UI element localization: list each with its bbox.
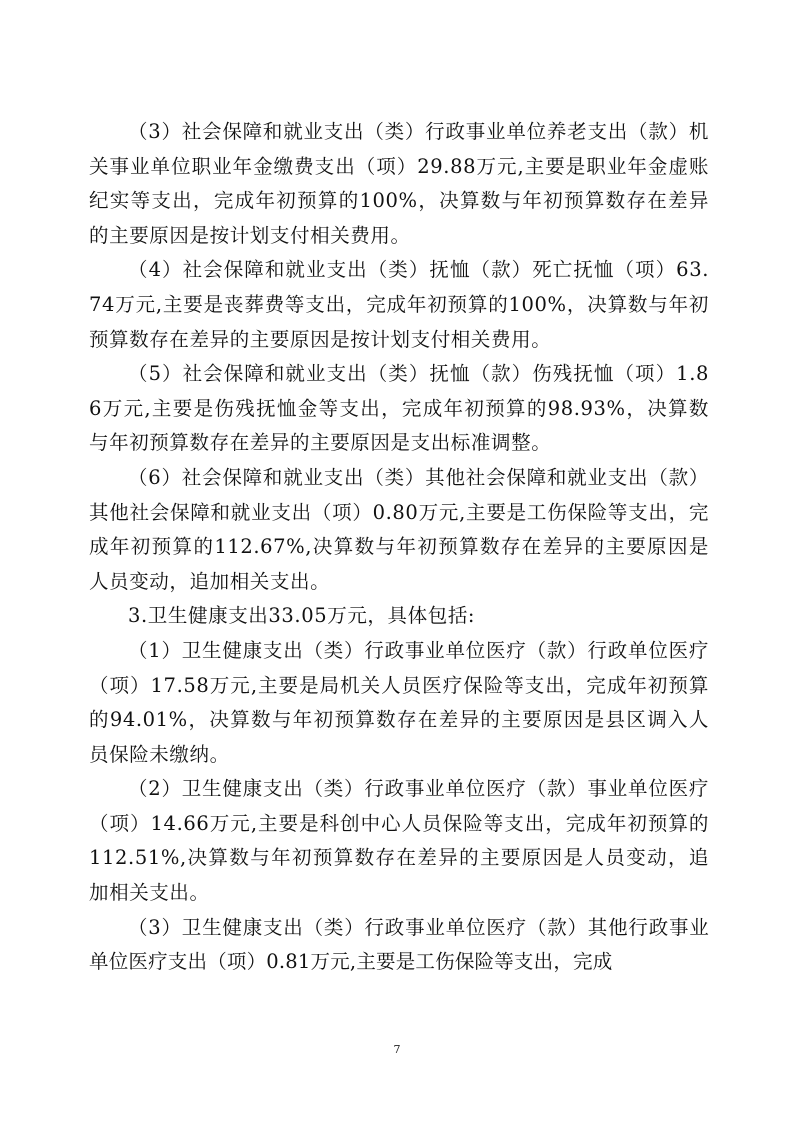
document-body	[89, 115, 709, 980]
paragraph-social-security-occupational-annuity: （3）社会保障和就业支出（类）行政事业单位养老支出（款）机关事业单位职业年金缴费支出（项）29.88万元,主要是职业年金虚账纪实等支出，完成年初预算的100%，决算数与年初预算数存在差异的主要原因是按计划支付相关费用。	[89, 120, 709, 247]
section-heading-health-expenditure: 3.卫生健康支出33.05万元，具体包括:	[128, 604, 476, 628]
paragraph-disability-pension: （5）社会保障和就业支出（类）抚恤（款）伤残抚恤（项）1.86万元,主要是伤残抚恤金等支出，完成年初预算的98.93%，决算数与年初预算数存在差异的主要原因是支出标准调整。	[89, 362, 709, 455]
paragraph-public-institution-medical: （2）卫生健康支出（类）行政事业单位医疗（款）事业单位医疗（项）14.66万元,主要是科创中心人员保险等支出，完成年初预算的112.51%,决算数与年初预算数存在差异的主要原因是人员变动，追加相关支出。	[89, 777, 709, 905]
page-number: 7	[393, 1043, 401, 1056]
paragraph-administrative-unit-medical: （1）卫生健康支出（类）行政事业单位医疗（款）行政单位医疗（项）17.58万元,主要是局机关人员医疗保险等支出，完成年初预算的94.01%，决算数与年初预算数存在差异的主要原因是县区调入人员保险未缴纳。	[89, 638, 709, 766]
paragraph-other-social-security: （6）社会保障和就业支出（类）其他社会保障和就业支出（款）其他社会保障和就业支出（项）0.80万元,主要是工伤保险等支出，完成年初预算的112.67%,决算数与年初预算数存在差异的主要原因是人员变动，追加相关支出。	[89, 465, 709, 593]
paragraph-death-pension: （4）社会保障和就业支出（类）抚恤（款）死亡抚恤（项）63.74万元,主要是丧葬费等支出，完成年初预算的100%，决算数与年初预算数存在差异的主要原因是按计划支付相关费用。	[89, 258, 709, 351]
paragraph-other-institution-medical: （3）卫生健康支出（类）行政事业单位医疗（款）其他行政事业单位医疗支出（项）0.81万元,主要是工伤保险等支出，完成	[89, 915, 709, 974]
